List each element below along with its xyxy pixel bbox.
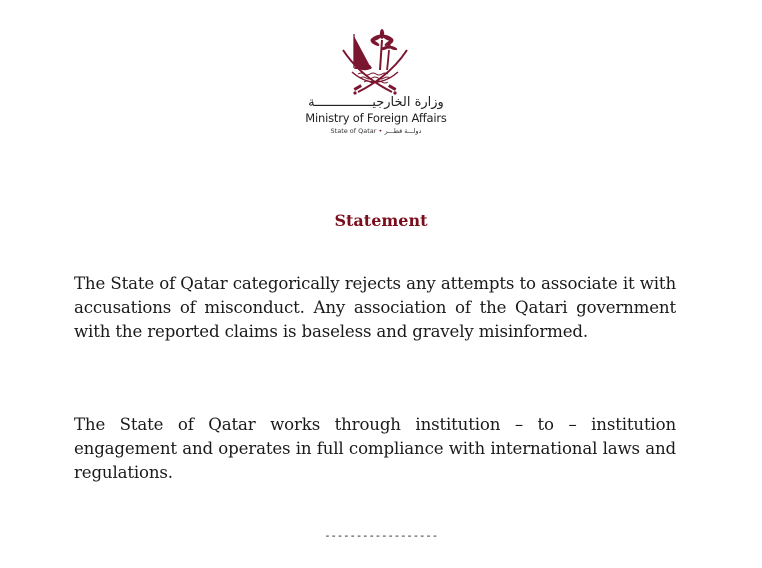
end-separator: ------------------ bbox=[324, 529, 438, 542]
state-of-qatar-line bbox=[296, 127, 456, 136]
ministry-name-arabic: وزارة الخارجيـــــــــــــــة bbox=[308, 95, 444, 110]
qatar-emblem-icon bbox=[340, 28, 410, 96]
ministry-logo bbox=[296, 28, 456, 140]
state-separator-dot: • bbox=[378, 127, 383, 135]
state-name-english: State of Qatar bbox=[330, 127, 377, 135]
ministry-name-english: Ministry of Foreign Affairs bbox=[305, 111, 447, 125]
statement-paragraph-1: The State of Qatar categorically rejects any attempts to associate it with accusations of misconduct. Any association of the Qatari government with the reported claims is baseless and gravely misinformed. bbox=[74, 274, 676, 342]
document-title: Statement bbox=[334, 211, 428, 230]
statement-paragraph-2: The State of Qatar works through institution – to – institution engagement and operates in full compliance with international laws and regulations. bbox=[74, 415, 676, 483]
state-name-arabic: دولـــة قطـــر bbox=[384, 127, 422, 135]
